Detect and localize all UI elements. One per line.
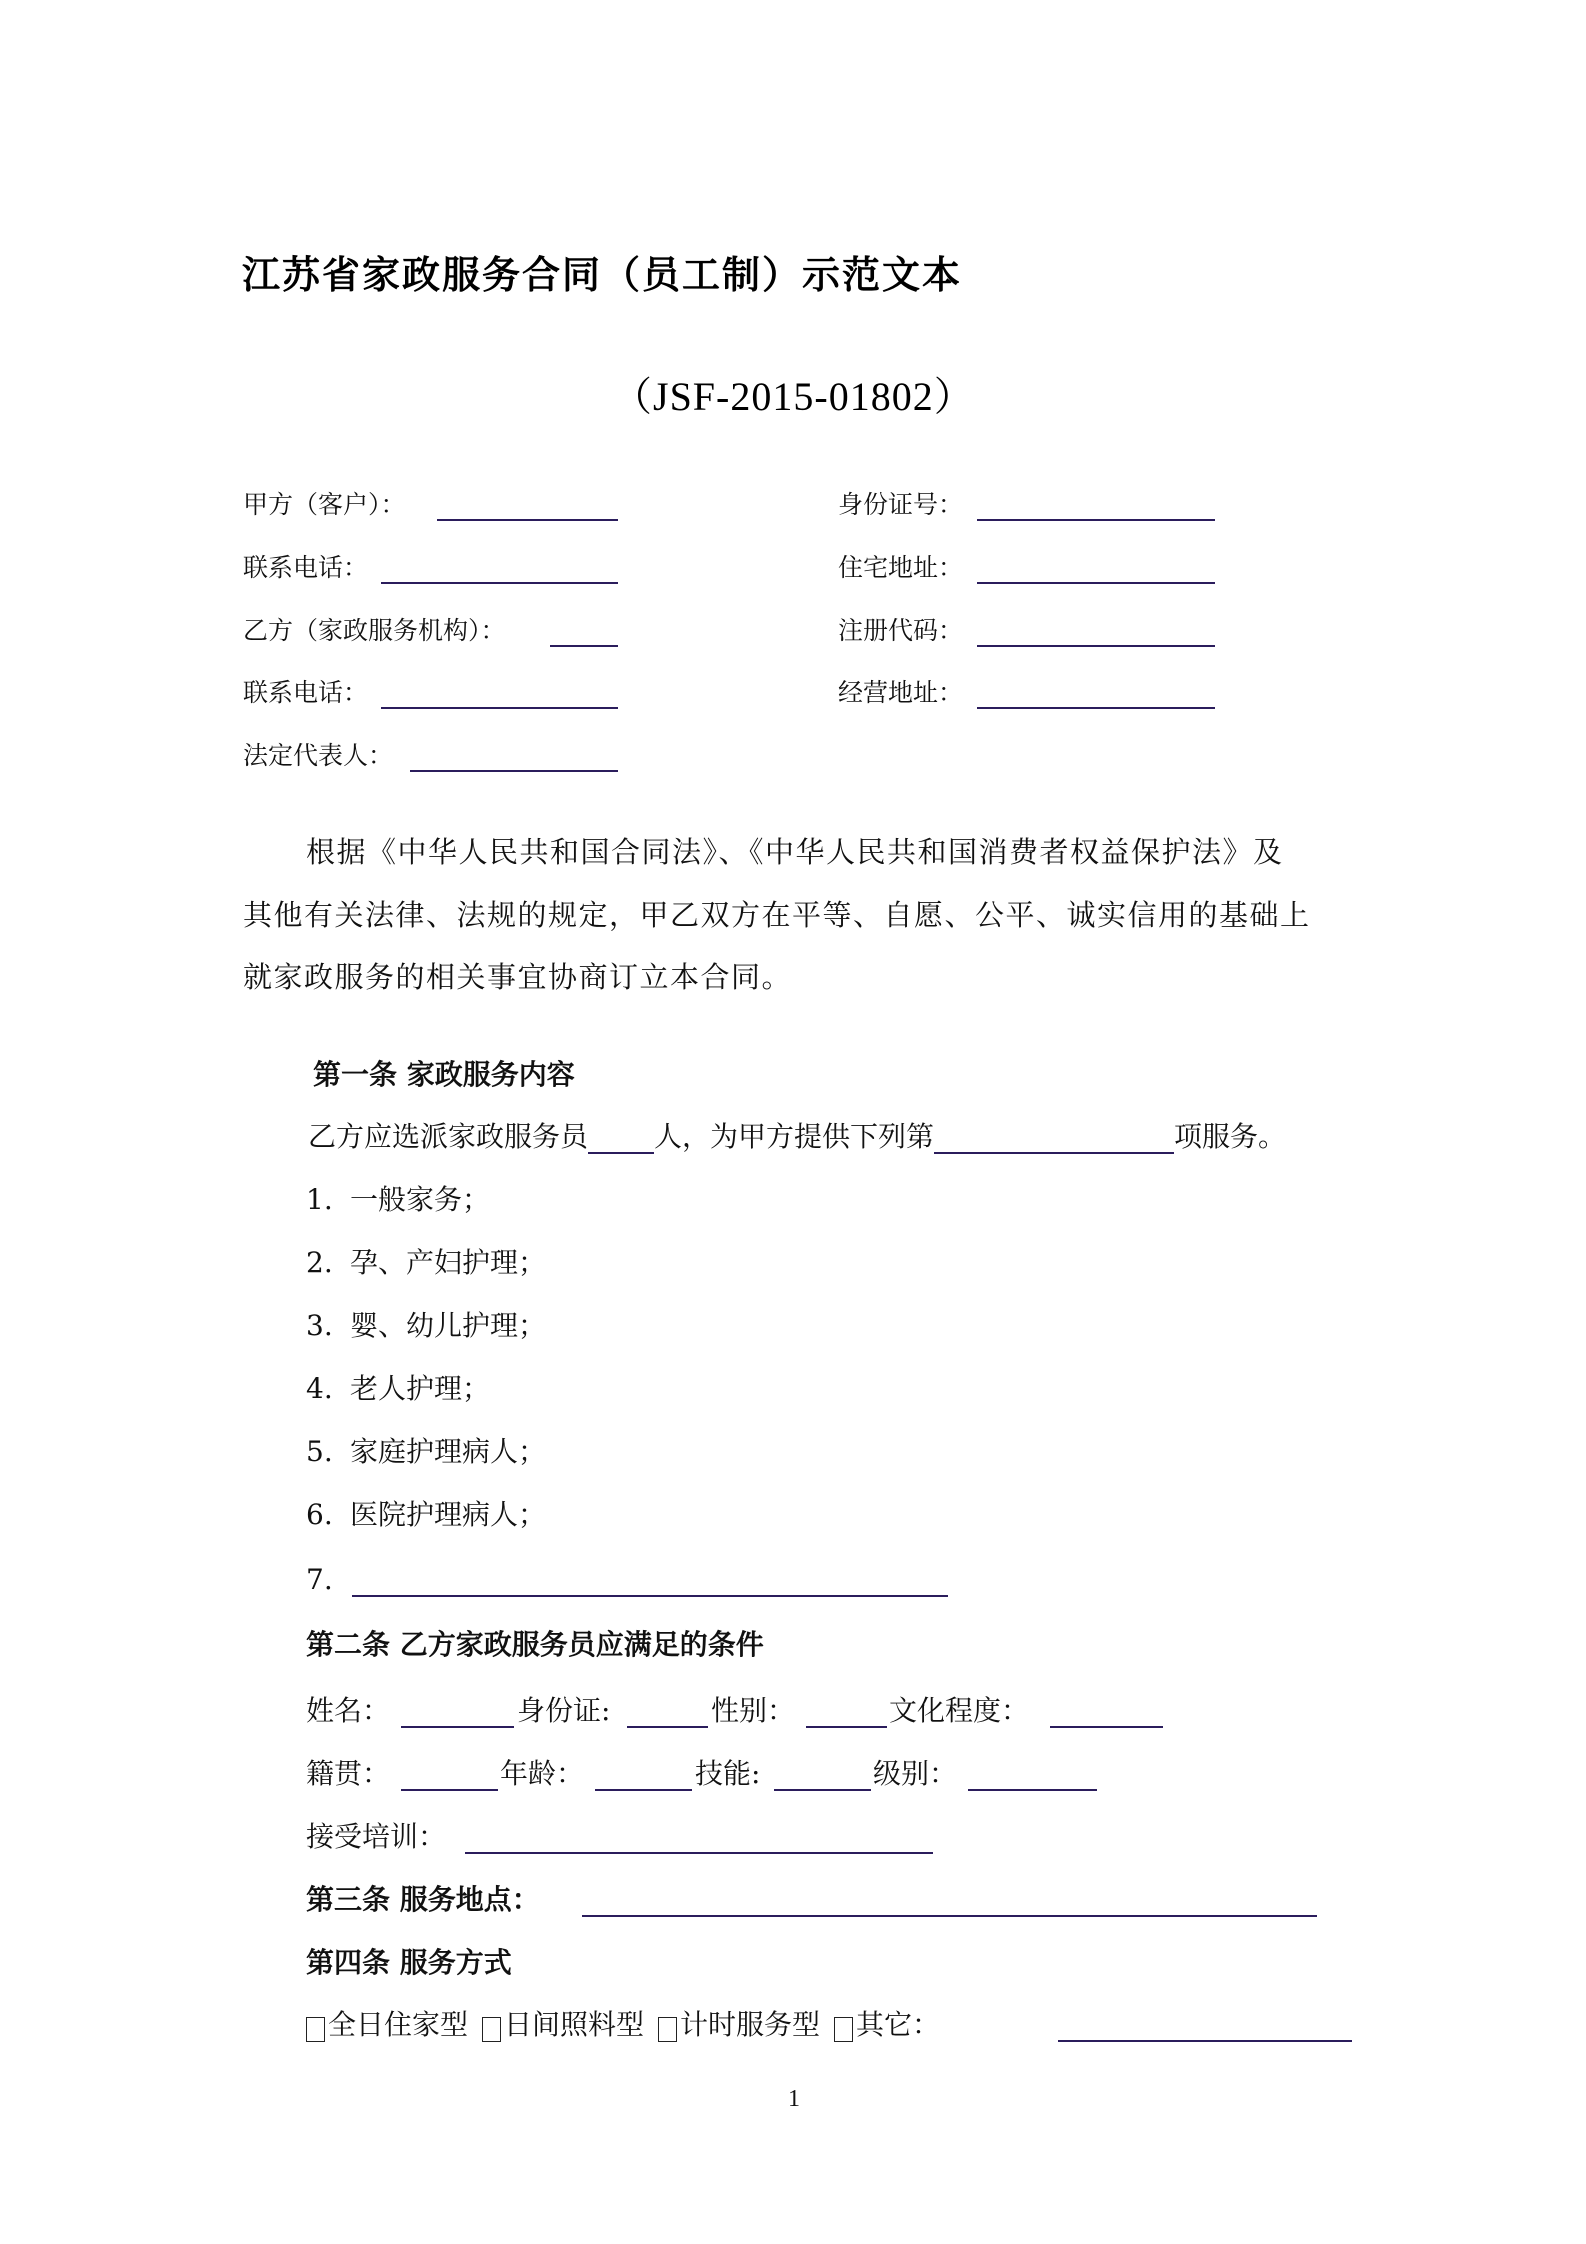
service-item-6 [306,1498,546,1532]
article-3-heading: 第三条 服务地点： [306,1883,540,1916]
service-item-5-text: 家庭护理病人； [350,1435,547,1468]
worker-gender-blank[interactable] [806,1696,887,1728]
article-2-heading: 第二条 乙方家政服务员应满足的条件 [306,1628,764,1661]
business-address-label: 经营地址： [838,678,964,707]
worker-info-row-2 [306,1757,1206,1791]
worker-education-blank[interactable] [1050,1696,1163,1728]
registration-code-label: 注册代码： [838,616,964,645]
party-b-phone-field [243,677,368,709]
worker-name-label: 姓名： [306,1694,391,1727]
option-full-day-live-in[interactable] [306,2008,468,2042]
party-a-client-field [243,489,406,521]
service-item-1-number: 1. [306,1183,333,1216]
option-other-blank[interactable] [1058,2010,1352,2042]
option-daytime-care[interactable] [482,2008,644,2042]
service-item-4-text: 老人护理； [350,1372,491,1405]
worker-level-blank[interactable] [968,1759,1097,1791]
service-item-7 [306,1563,350,1597]
party-a-client-blank[interactable] [437,493,618,521]
party-b-phone-label: 联系电话： [243,678,369,707]
worker-skill-blank[interactable] [774,1759,871,1791]
service-item-7-blank[interactable] [352,1563,948,1597]
article-1-heading: 第一条 家政服务内容 [313,1058,575,1091]
party-a-phone-label: 联系电话： [243,553,369,582]
document-code: （JSF-2015-01802） [612,374,975,419]
option-other[interactable] [834,2008,940,2042]
service-item-2-number: 2. [306,1246,333,1279]
id-number-label: 身份证号： [838,490,964,519]
registration-code-field [838,615,963,647]
service-item-1 [306,1183,490,1217]
service-item-3-text: 婴、幼儿护理； [350,1309,547,1342]
legal-representative-label: 法定代表人： [243,741,394,770]
staff-count-blank[interactable] [588,1124,654,1154]
option-daytime-care-label: 日间照料型 [504,2008,645,2041]
worker-name-blank[interactable] [401,1696,514,1728]
service-item-7-number: 7. [306,1563,333,1596]
worker-training-label: 接受培训： [306,1820,447,1853]
option-hourly-service[interactable] [658,2008,820,2042]
service-item-6-number: 6. [306,1498,333,1531]
article-1-body [308,1120,1368,1154]
worker-skill-label: 技能: [695,1757,761,1790]
article-4-heading: 第四条 服务方式 [306,1946,512,1979]
preamble-line-2: 其他有关法律、法规的规定，甲乙双方在平等、自愿、公平、诚实信用的基础上 [243,898,1311,932]
preamble-line-3: 就家政服务的相关事宜协商订立本合同。 [243,960,793,994]
option-full-day-live-in-label: 全日住家型 [328,2008,469,2041]
article-3-row [306,1883,1326,1917]
service-item-2 [306,1246,546,1280]
party-a-client-label: 甲方（客户）： [243,490,406,519]
worker-id-label: 身份证: [517,1694,611,1727]
party-b-agency-field [243,615,506,647]
document-title: 江苏省家政服务合同（员工制）示范文本 [242,253,963,297]
service-location-blank[interactable] [582,1885,1317,1917]
worker-gender-label: 性别： [711,1694,796,1727]
service-items-blank[interactable] [934,1124,1174,1154]
party-b-agency-blank[interactable] [550,619,618,647]
home-address-blank[interactable] [977,556,1215,584]
worker-info-row-1 [306,1694,1206,1728]
party-a-phone-field [243,552,368,584]
service-item-6-text: 医院护理病人； [350,1498,547,1531]
party-b-phone-blank[interactable] [381,681,618,709]
service-item-4 [306,1372,490,1406]
party-a-phone-blank[interactable] [381,556,618,584]
worker-hometown-blank[interactable] [401,1759,498,1791]
service-item-3 [306,1309,546,1343]
option-other-label: 其它： [856,2008,941,2041]
service-item-2-text: 孕、产妇护理； [350,1246,547,1279]
preamble-line-1: 根据《中华人民共和国合同法》、《中华人民共和国消费者权益保护法》及 [306,835,1284,869]
worker-level-label: 级别： [873,1757,958,1790]
worker-hometown-label: 籍贯： [306,1757,391,1790]
business-address-blank[interactable] [977,681,1215,709]
service-item-1-text: 一般家务； [350,1183,491,1216]
service-item-3-number: 3. [306,1309,333,1342]
checkbox-icon[interactable] [306,2017,325,2042]
party-b-agency-label: 乙方（家政服务机构）： [243,616,506,645]
worker-age-label: 年龄： [500,1757,585,1790]
legal-representative-blank[interactable] [410,744,618,772]
article-1-body-part-2: 人，为甲方提供下列第 [654,1120,935,1153]
registration-code-blank[interactable] [977,619,1215,647]
checkbox-icon[interactable] [658,2017,677,2042]
article-1-body-part-3: 项服务。 [1174,1120,1287,1153]
business-address-field [838,677,963,709]
home-address-field [838,552,963,584]
id-number-field [838,489,963,521]
worker-age-blank[interactable] [595,1759,692,1791]
home-address-label: 住宅地址： [838,553,964,582]
service-item-4-number: 4. [306,1372,333,1405]
option-hourly-service-label: 计时服务型 [680,2008,821,2041]
legal-representative-field [243,740,393,772]
page-number: 1 [788,2086,800,2112]
worker-training-blank[interactable] [465,1822,933,1854]
worker-education-label: 文化程度： [889,1694,1030,1727]
checkbox-icon[interactable] [834,2017,853,2042]
service-item-5-number: 5. [306,1435,333,1468]
worker-training-row [306,1820,1006,1854]
checkbox-icon[interactable] [482,2017,501,2042]
article-1-body-part-1: 乙方应选派家政服务员 [308,1120,589,1153]
id-number-blank[interactable] [977,493,1215,521]
service-item-5 [306,1435,546,1469]
service-mode-options [306,2008,1366,2042]
worker-id-blank[interactable] [627,1696,708,1728]
